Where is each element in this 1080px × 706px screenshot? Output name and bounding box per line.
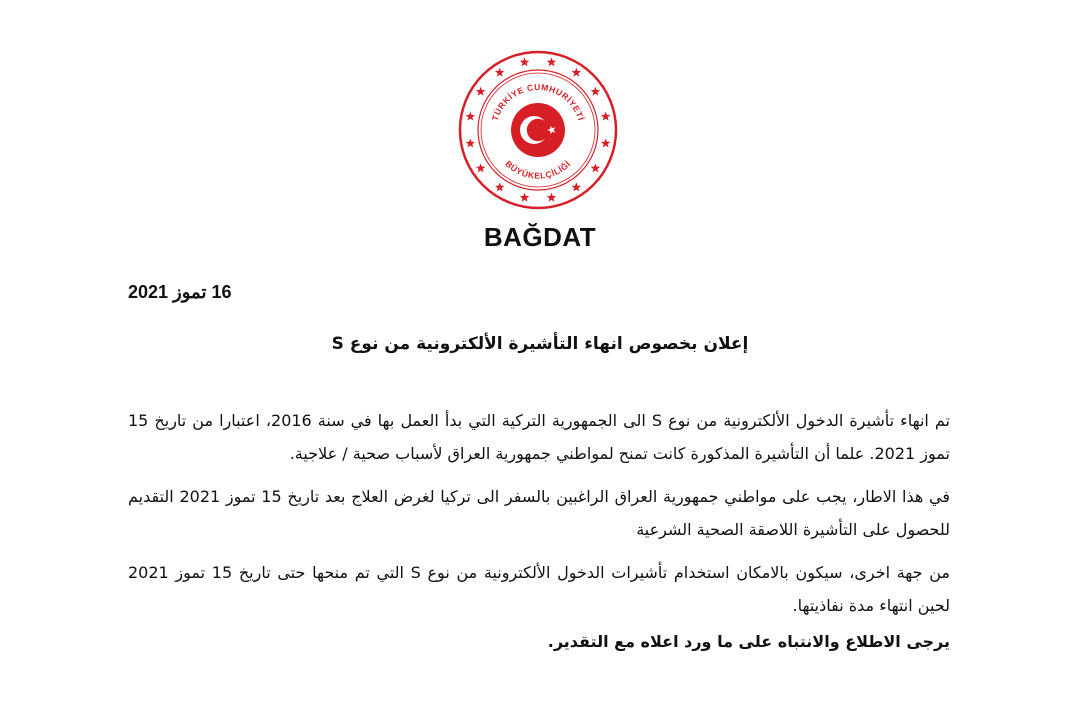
seal-star-icon <box>466 138 476 147</box>
seal-star-icon <box>495 182 505 191</box>
seal-star-icon <box>547 57 557 66</box>
embassy-seal <box>458 50 618 210</box>
seal-star-icon <box>591 87 601 96</box>
seal-star-icon <box>572 68 582 77</box>
seal-star-icon <box>476 163 486 172</box>
seal-text-bottom: BÜYÜKELÇİLİĞİ <box>503 158 573 181</box>
paragraph-1: تم انهاء تأشيرة الدخول الألكترونية من نوع S الى الجمهورية التركية التي بدأ العمل بها في سنة 2016، اعتبارا من تاريخ 15 تموز 2021. علما أن التأشيرة المذكورة كانت تمنح لمواطني جمهورية العراق لأسباب صحية / علاجية. <box>128 411 951 463</box>
seal-star-icon <box>495 68 505 77</box>
seal-star-icon <box>476 87 486 96</box>
seal-star-icon <box>591 163 601 172</box>
document-date: 16 تموز 2021 <box>128 282 232 302</box>
seal-text-top: TÜRKİYE CUMHURİYETİ <box>489 81 587 123</box>
seal-star-icon <box>601 138 611 147</box>
paragraph-3: من جهة اخرى، سيكون بالامكان استخدام تأشيرات الدخول الألكترونية من نوع S التي تم منحها حتى تاريخ 15 تموز 2021 لحين انتهاء مدة نفاذيتها. <box>128 563 951 615</box>
city-name: BAĞDAT <box>483 222 597 252</box>
seal-star-icon <box>547 193 557 202</box>
document-title: إعلان بخصوص انهاء التأشيرة الألكترونية من نوع S <box>331 334 749 354</box>
closing-note: يرجى الاطلاع والانتباه على ما ورد اعلاه مع التقدير. <box>547 632 950 651</box>
svg-text:BÜYÜKELÇİLİĞİ <box>503 159 572 181</box>
embassy-seal-graphic <box>458 50 618 210</box>
seal-star-icon <box>572 182 582 191</box>
paragraph-2: في هذا الاطار، يجب على مواطني جمهورية العراق الراغبين بالسفر الى تركيا لغرض العلاج بعد تاريخ 15 تموز 2021 التقديم للحصول على التأشيرة اللاصقة الصحية الشرعية <box>128 487 950 539</box>
seal-star-icon <box>520 57 530 66</box>
seal-star-icon <box>520 193 530 202</box>
seal-star-icon <box>601 112 611 121</box>
seal-star-icon <box>466 112 476 121</box>
